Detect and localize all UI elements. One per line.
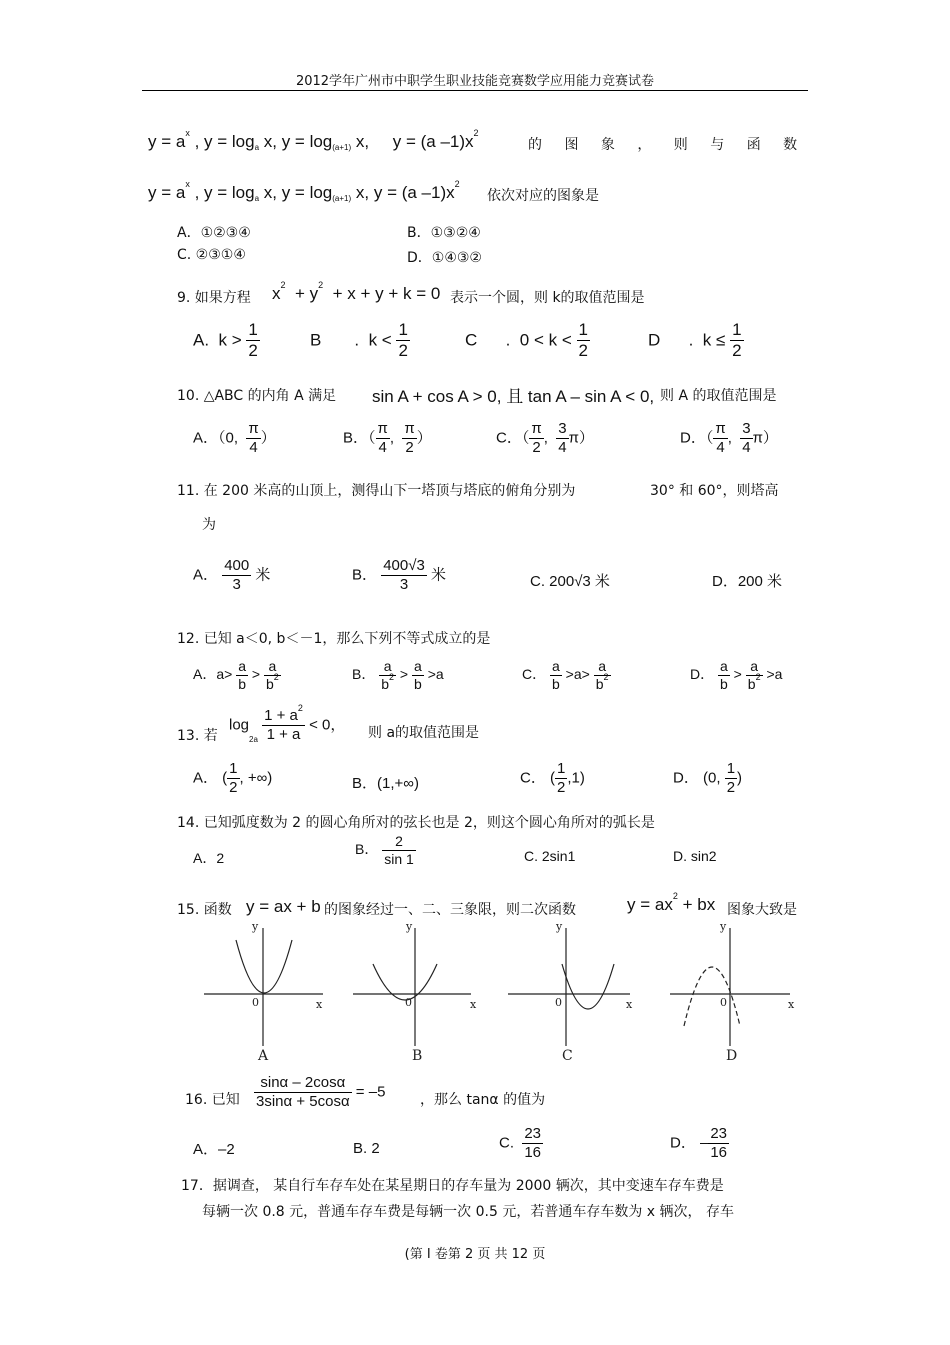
page-header: 2012学年广州市中职学生职业技能竞赛数学应用能力竞赛试卷 — [295, 74, 655, 89]
q10-option-a: A．（0, $\frac{\pi}{4}$ ） — [193, 420, 276, 456]
q15-graph-a-y-label: y — [252, 920, 259, 933]
q10-suffix: 则 A 的取值范围是 — [660, 388, 777, 404]
q9-prefix: 9. 如果方程 — [177, 290, 251, 306]
q13-option-b: B．(1,+∞) — [352, 775, 419, 792]
q8-option-a: A．①②③④ — [177, 225, 251, 241]
q15-prefix: 15. 函数 — [177, 902, 232, 918]
q12-option-b: B． $\frac{a}{b^2}$ > $\frac{a}{b}$ >a — [352, 658, 444, 692]
page-footer: (第 I 卷第 2 页 共 12 页 — [404, 1247, 546, 1262]
q16-option-d: D． – $\frac{23}{16}$ — [670, 1125, 728, 1161]
q17-line1: 17．据调查， 某自行车存车处在某星期日的存车量为 2000 辆次，其中变速车存车费是 — [181, 1178, 724, 1194]
q8-option-b: B．①③②④ — [407, 225, 481, 241]
q15-graph-d-caption: D — [726, 1048, 738, 1064]
q14-text: 14. 已知弧度数为 2 的圆心角所对的弦长也是 2，则这个圆心角所对的弧长是 — [177, 815, 655, 831]
q13-condition: log2a $\frac{1 + a^2}{1 + a}$ < 0， — [229, 703, 346, 744]
q12-text: 12. 已知 a＜0, b＜－1，那么下列不等式成立的是 — [177, 631, 491, 647]
q8-line1-formula: $y = a^x$ , y = loga x, y = log(a+1) x, y = (a $-1)x^2$ — [148, 128, 479, 152]
q14-option-b: B． $\frac{2}{\sin 1}$ — [355, 833, 414, 867]
q15-graph-d — [670, 928, 790, 1046]
q15-graph-b-origin: 0 — [405, 996, 412, 1009]
q15-graph-c-origin: 0 — [555, 996, 562, 1009]
q12-option-a: A．a> $\frac{a}{b}$ > $\frac{a}{b^2}$ — [193, 658, 279, 692]
q9-option-b: B . k < $\frac{1}{2}$ — [310, 320, 408, 361]
header-rule — [142, 90, 808, 91]
q15-graph-d-y-label: y — [720, 920, 727, 933]
q9-suffix: 表示一个圆，则 k的取值范围是 — [450, 290, 645, 306]
q11-option-a: A． $\frac{400}{3}$ 米 — [193, 557, 271, 593]
q15-graph-b-x-label: x — [470, 998, 477, 1011]
q17-line2: 每辆一次 0.8 元，普通车存车费是每辆一次 0.5 元，若普通车存车数为 x 辆次， 存车 — [202, 1204, 734, 1220]
q10-prefix: 10. △ABC 的内角 A 满足 — [177, 388, 337, 404]
q16-suffix: ，那么 tanα 的值为 — [420, 1092, 546, 1108]
q15-graph-b-caption: B — [412, 1048, 423, 1064]
q12-option-d: D． $\frac{a}{b}$ > $\frac{a}{b^2}$ >a — [690, 658, 783, 692]
q15-graph-b-y-label: y — [406, 920, 413, 933]
q16-prefix: 16. 已知 — [185, 1092, 240, 1108]
q13-option-a: A． ( $\frac{1}{2}$ , +∞) — [193, 760, 273, 796]
q15-graph-c-y-label: y — [556, 920, 563, 933]
q10-option-d: D．（ $\frac{\pi}{4}$ , $\frac{3}{4}$ π） — [680, 420, 778, 456]
q15-middle: 的图象经过一、二、三象限，则二次函数 — [324, 902, 576, 918]
q15-graphs — [198, 918, 803, 1066]
q13-option-c: C． ( $\frac{1}{2}$ ,1) — [520, 760, 585, 796]
q15-graph-b — [353, 928, 471, 1046]
q15-graph-a-origin: 0 — [252, 996, 259, 1009]
q14-option-d: D. sin2 — [673, 848, 717, 864]
q15-graph-a — [204, 928, 323, 1046]
q14-option-a: A．2 — [193, 850, 225, 866]
q16-option-a: A．–2 — [193, 1141, 235, 1158]
q12-option-c: C． $\frac{a}{b}$ >a> $\frac{a}{b^2}$ — [522, 658, 609, 692]
q8-option-c: C. ②③①④ — [177, 247, 246, 263]
q15-graph-d-origin: 0 — [720, 996, 727, 1009]
q15-suffix: 图象大致是 — [727, 902, 797, 918]
q15-graph-c-caption: C — [562, 1048, 573, 1064]
q8-line1-text: 的 图 象 ， 则 与 函 数 — [528, 137, 798, 153]
q13-suffix: 则 a的取值范围是 — [368, 725, 480, 741]
q16-option-c: C. $\frac{23}{16}$ — [499, 1125, 542, 1161]
q13-prefix: 13. 若 — [177, 728, 218, 744]
q11-option-c: C. 200√3 米 — [530, 573, 610, 590]
q9-option-a: A. k > $\frac{1}{2}$ — [193, 320, 258, 361]
q9-option-c: C . 0 < k < $\frac{1}{2}$ — [465, 320, 588, 361]
q16-condition: $\frac{\sin\alpha - 2\cos\alpha}{3\sin\alpha + 5\cos\alpha}$ = –5 — [256, 1074, 386, 1110]
q15-graph-c-x-label: x — [626, 998, 633, 1011]
q15-graph-a-x-label: x — [316, 998, 323, 1011]
q10-option-b: B．（ $\frac{\pi}{4}$ , $\frac{\pi}{2}$ ） — [343, 420, 432, 456]
q8-line2-formula: $y = a^x$ , y = loga x, y = log(a+1) x, y = (a $-1)x^2$ — [148, 179, 460, 203]
q11-line1: 11. 在 200 米高的山顶上，测得山下一塔顶与塔底的俯角分别为 — [177, 483, 576, 499]
q10-option-c: C．（ $\frac{\pi}{2}$ , $\frac{3}{4}$ π） — [496, 420, 594, 456]
q15-linear-function: y = ax + b — [246, 897, 321, 916]
q8-line2-text: 依次对应的图象是 — [487, 188, 599, 204]
q15-graph-a-caption: A — [258, 1048, 269, 1064]
q16-option-b: B. 2 — [353, 1140, 380, 1157]
q15-graph-d-x-label: x — [788, 998, 795, 1011]
q11-angles: 30° 和 60°，则塔高 — [650, 483, 779, 499]
q15-quadratic-function: $y = ax^2$ + bx — [627, 891, 716, 914]
q13-option-d: D． (0, $\frac{1}{2}$ ) — [673, 760, 743, 796]
q8-option-d: D．①④③② — [407, 250, 482, 266]
q11-option-b: B． $\frac{400√3}{3}$ 米 — [352, 557, 446, 593]
q11-option-d: D．200 米 — [712, 573, 783, 590]
q9-equation: $x^2 + y^2 + x + y + k = 0$ — [272, 280, 441, 303]
q9-option-d: D . k ≤ $\frac{1}{2}$ — [648, 320, 742, 361]
q15-graph-c — [508, 928, 630, 1046]
q14-option-c: C. 2sin1 — [524, 848, 576, 864]
q10-condition: sin A + cos A > 0, 且 tan A – sin A < 0, — [372, 387, 655, 406]
q11-line2: 为 — [202, 517, 216, 533]
